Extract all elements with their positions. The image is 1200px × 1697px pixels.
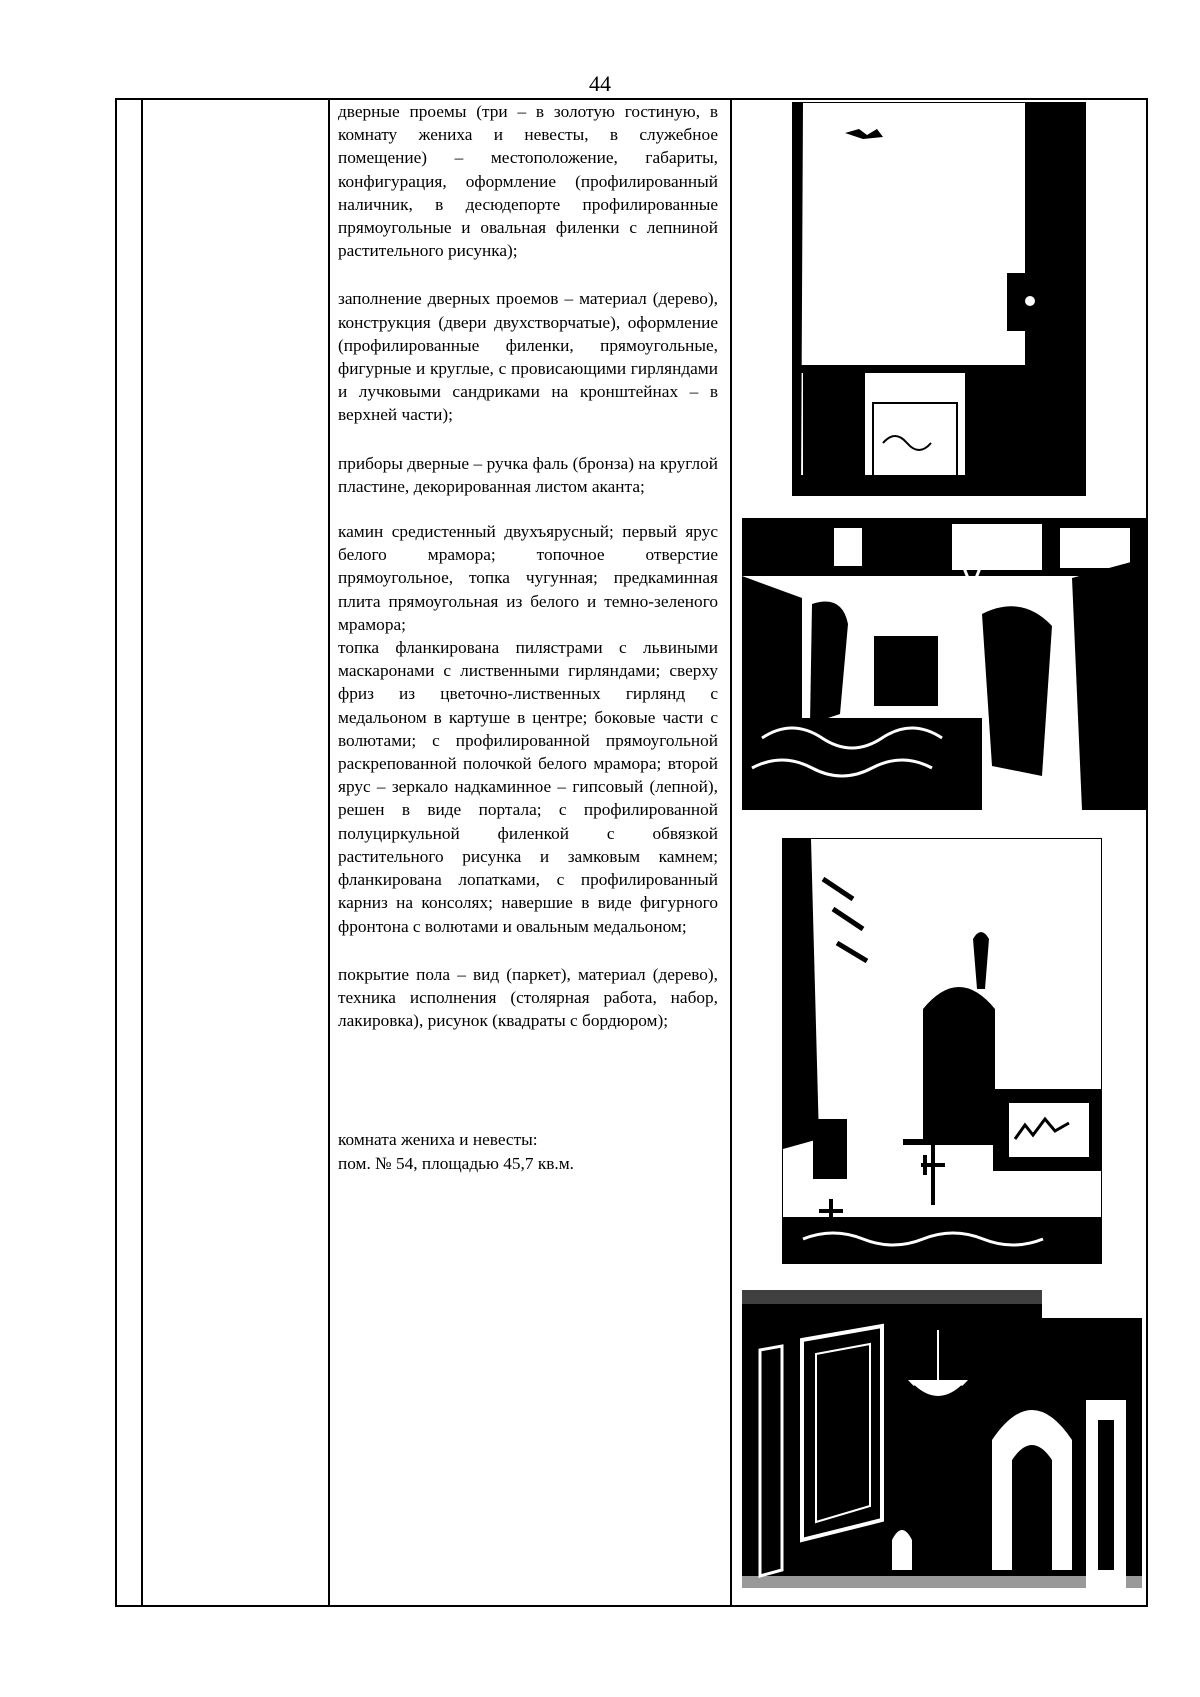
table-col-border — [1146, 98, 1148, 1607]
paragraph-fireplace: камин средистенный двухъярусный; первый ярус белого мрамора; топочное отверстие прямоугольное, топка чугунная; предкаминная плита прямоугольная из белого и темно-зеленого мрамора; — [338, 522, 718, 634]
description-column — [338, 100, 718, 1175]
table-col-border — [328, 98, 330, 1607]
table-col-border — [115, 98, 117, 1607]
table-col-border — [141, 98, 143, 1607]
fireplace-mirror-photo — [782, 838, 1102, 1264]
paragraph-door-hardware: приборы дверные – ручка фаль (бронза) на круглой пластине, декорированная листом аканта; — [338, 453, 718, 496]
paragraph-floor: покрытие пола – вид (паркет), материал (дерево), техника исполнения (столярная работа, набор, лакировка), рисунок (квадраты с бордюром); — [338, 964, 718, 1031]
fireplace-room-photo — [742, 518, 1146, 810]
room-title: комната жениха и невесты: — [338, 1130, 538, 1150]
table-bottom-border — [115, 1605, 1147, 1607]
room-details: пом. № 54, площадью 45,7 кв.м. — [338, 1153, 574, 1173]
groom-bride-room-photo — [742, 1290, 1142, 1588]
paragraph-door-fillings: заполнение дверных проемов – материал (дерево), конструкция (двери двухстворчатые), оформление (профилированные филенки, прямоугольные, фигурные и круглые, с провисающими гирляндами и лучковыми сандриками на кронштейнах – в верхней части); — [338, 289, 718, 425]
page-number: 44 — [589, 71, 611, 96]
table-col-border — [730, 98, 732, 1607]
doorway-photo — [792, 102, 1086, 496]
paragraph-door-openings: дверные проемы (три – в золотую гостиную, в комнату жениха и невесты, в служебное помещение) – местоположение, габариты, конфигурация, оформление (профилированный наличник, в десюдепорте профилированные прямоугольные и овальная филенки с лепниной растительного рисунка); — [338, 102, 718, 261]
paragraph-fireplace-details: топка фланкирована пилястрами с львиными маскаронами с лиственными гирляндами; сверху фриз из цветочно-лиственных гирлянд с медальоном в картуше в центре; боковые части с волютами; с профилированной прямоугольной раскрепованной полочкой белого мрамора; второй ярус – зеркало надкаминное – гипсовый (лепной), решен в виде портала; с профилированной полуциркульной филенкой с обвязкой растительного рисунка и замковым камнем; фланкирована лопатками, с профилированный карниз на консолях; навершие в виде фигурного фронтона с волютами и овальным медальоном; — [338, 638, 718, 936]
